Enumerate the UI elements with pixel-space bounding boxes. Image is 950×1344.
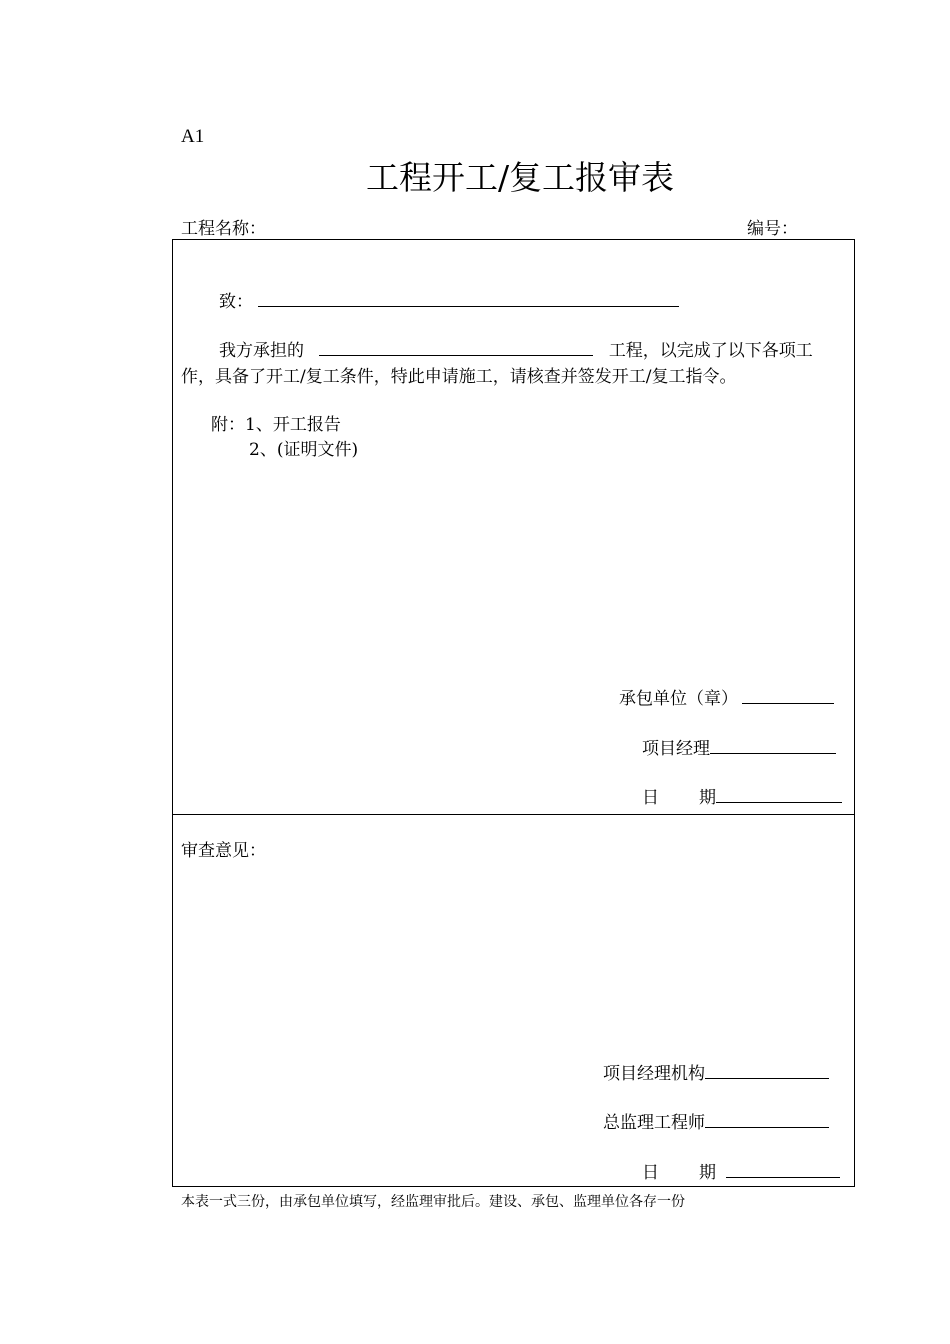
review-date-label-char1: 日 (642, 1163, 659, 1183)
footer-note: 本表一式三份，由承包单位填写，经监理审批后。建设、承包、监理单位各存一份 (181, 1194, 685, 1210)
review-date-label-char2: 期 (699, 1163, 716, 1183)
chief-supervisor-line (603, 1111, 829, 1135)
project-name-blank[interactable] (319, 339, 593, 356)
pm-org-line (603, 1062, 829, 1086)
date-label-char2: 期 (699, 788, 716, 808)
date-label-char1: 日 (642, 788, 659, 808)
to-recipient-blank[interactable] (258, 290, 679, 307)
review-date-line (642, 1161, 840, 1185)
contractor-seal-line (619, 687, 834, 711)
pm-org-label: 项目经理机构 (603, 1064, 705, 1084)
form-code: A1 (181, 126, 205, 147)
application-date-blank[interactable] (716, 786, 842, 803)
para-prefix: 我方承担的 (219, 341, 304, 361)
document-title: 工程开工/复工报审表 (365, 158, 675, 197)
review-section (172, 813, 855, 1187)
project-manager-line (642, 737, 836, 761)
contractor-seal-label: 承包单位（章） (619, 689, 738, 709)
application-section (172, 239, 855, 815)
review-date-blank[interactable] (726, 1161, 840, 1178)
chief-supervisor-label: 总监理工程师 (603, 1113, 705, 1133)
contractor-seal-blank[interactable] (742, 687, 834, 704)
pm-org-blank[interactable] (705, 1062, 829, 1079)
serial-number-label: 编号： (747, 219, 798, 239)
application-paragraph-line2: 作，具备了开工/复工条件，特此申请施工，请核查并签发开工/复工指令。 (181, 367, 737, 387)
attachment-item-1: 附：1、开工报告 (211, 415, 341, 435)
project-manager-label: 项目经理 (642, 739, 710, 759)
to-label: 致： (219, 292, 253, 312)
application-date-line (642, 786, 842, 810)
application-paragraph-line1 (219, 339, 813, 363)
para-after-blank: 工程，以完成了以下各项工 (608, 341, 813, 361)
to-line (219, 290, 679, 314)
chief-supervisor-blank[interactable] (705, 1111, 829, 1128)
project-name-label: 工程名称： (181, 219, 266, 239)
review-opinion-label: 审查意见： (181, 841, 266, 861)
project-manager-blank[interactable] (710, 737, 836, 754)
attachment-item-2: 2、(证明文件) (249, 440, 359, 460)
